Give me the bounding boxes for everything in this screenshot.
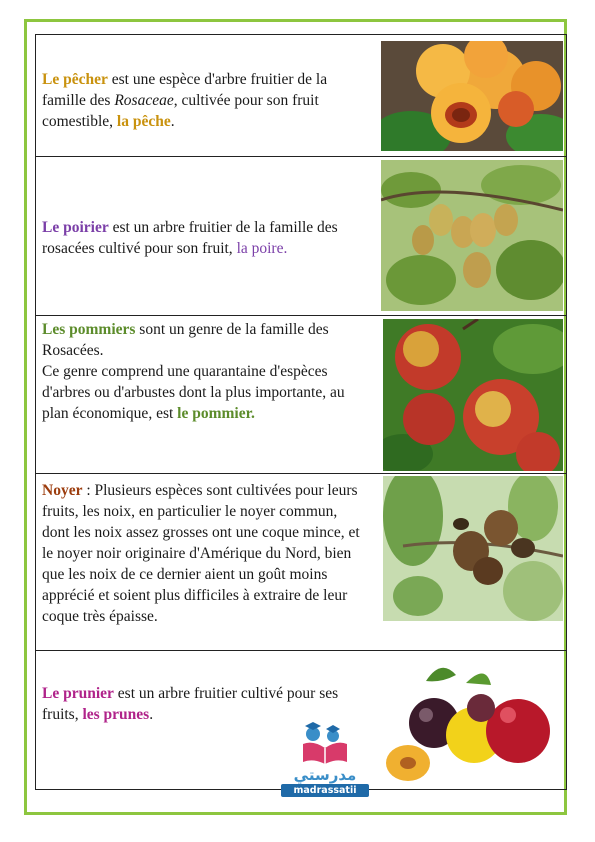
row-walnut: [36, 474, 566, 651]
row-pear: [36, 157, 566, 316]
pear-text: Le poirier est un arbre fruitier de la famille des rosacées cultivé pour son fruit, la poire.: [42, 219, 338, 257]
pear-keyword: Le poirier: [42, 219, 109, 236]
walnut-keyword: Noyer: [42, 482, 83, 499]
walnut-text: Noyer : Plusieurs espèces sont cultivées pour leurs fruits, les noix, en particulier le noyer commun, dont les noix assez grosses ont une coque mince, et le noyer noir originaire d'Amérique du Nord, bien que les noix de ce dernier aient un goût moins apprécié et soient plus difficiles à extraire de leur coque très épaisse.: [42, 482, 360, 625]
peach-text: Le pêcher est une espèce d'arbre fruitier de la famille des Rosaceae, cultivée pour son fruit comestible, la pêche.: [42, 71, 328, 130]
walnuts-image: [383, 476, 563, 621]
logo-latin-text: madrassatii: [281, 784, 369, 797]
apple-keyword: Les pommiers: [42, 321, 136, 338]
fruit-tree-table: [35, 34, 567, 790]
book-kids-icon: [273, 722, 377, 768]
pear-fruit-keyword: la poire.: [236, 240, 288, 257]
plum-fruit-keyword: les prunes: [82, 706, 150, 723]
madrassatii-logo: [273, 722, 377, 802]
plums-image: [386, 653, 563, 783]
pear-tree-image: [381, 160, 563, 311]
row-peach: [36, 35, 566, 157]
plum-keyword: Le prunier: [42, 685, 114, 702]
logo-arabic-text: مدرستي: [293, 766, 357, 784]
row-apple: [36, 316, 566, 474]
apple-text: Les pommiers sont un genre de la famille des Rosacées. Ce genre comprend une quarantaine d'espèces d'arbres ou d'arbustes dont la plus importante, au plan économique, est le pommier.: [42, 321, 345, 422]
plum-text: Le prunier est un arbre fruitier cultivé pour ses fruits, les prunes.: [42, 685, 339, 723]
peach-keyword: Le pêcher: [42, 71, 108, 88]
apple-tree-keyword: le pommier.: [177, 405, 255, 422]
peaches-image: [381, 41, 563, 151]
peach-fruit-keyword: la pêche: [116, 113, 171, 130]
apples-image: [383, 319, 563, 471]
